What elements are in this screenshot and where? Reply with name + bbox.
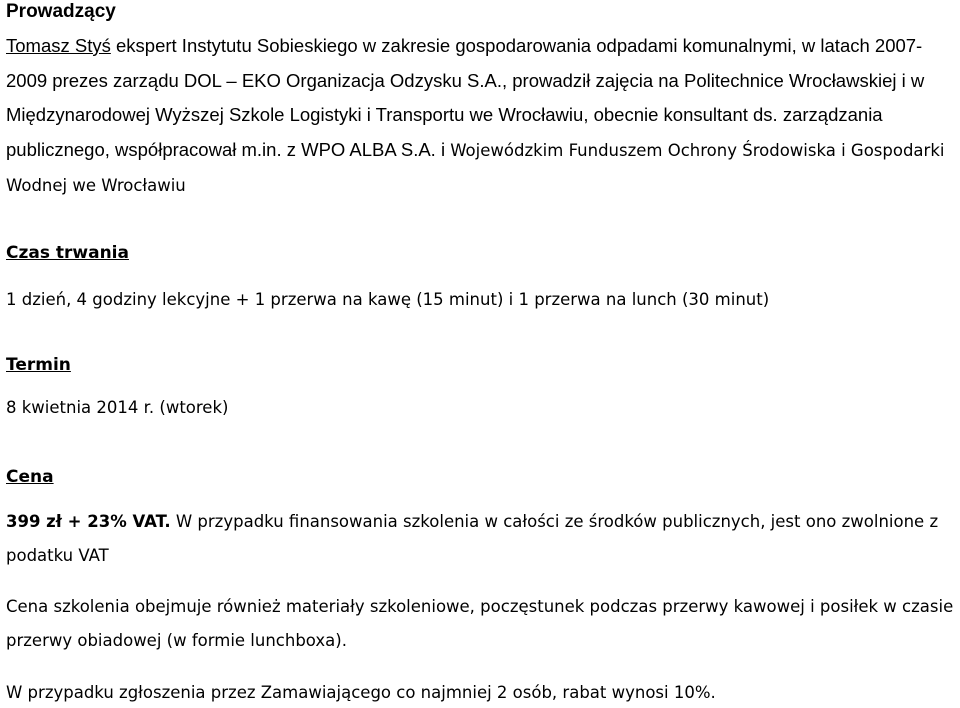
leader-bio-text: ekspert Instytutu Sobieskiego w zakresie gospodarowania odpadami komunalnymi, w latach 2007-2009 prezes zarządu DOL – EKO Organizacja Odzysku S.A., prowadził zajęcia na Politechnice Wrocławskiej i w Międzynarodowej Wyższej Szkole Logistyki i Transportu we Wrocławiu, obecnie konsultant ds. zarządzania publicznego, współpracował m.in. z WPO ALBA S.A. i <box>6 35 925 160</box>
date-text: 8 kwietnia 2014 r. (wtorek) <box>6 398 229 417</box>
duration-text: 1 dzień, 4 godziny lekcyjne + 1 przerwa na kawę (15 minut) i 1 przerwa na lunch (30 minut) <box>6 290 770 309</box>
discount-text: W przypadku zgłoszenia przez Zamawiającego co najmniej 2 osób, rabat wynosi 10%. <box>6 683 716 702</box>
leader-bio <box>6 29 956 204</box>
price-heading: Cena <box>6 467 54 487</box>
leader-bio-fund: Wojewódzkim Funduszem Ochrony Środowiska i Gospodarki Wodnej we Wrocławiu <box>6 140 945 195</box>
leader-name: Tomasz Styś <box>6 35 111 56</box>
duration-heading: Czas trwania <box>6 243 129 263</box>
price-includes: Cena szkolenia obejmuje również materiały szkoleniowe, poczęstunek podczas przerwy kawowej i posiłek w czasie przerwy obiadowej (w formie lunchboxa). <box>6 597 954 650</box>
price-amount: 399 zł + 23% VAT. <box>6 512 171 531</box>
price-vat-note: W przypadku finansowania szkolenia w całości ze środków publicznych, jest ono zwolnione z podatku VAT <box>6 512 939 565</box>
document-page <box>6 0 956 702</box>
date-heading: Termin <box>6 355 71 375</box>
leader-heading: Prowadzący <box>6 1 116 22</box>
price-paragraph <box>6 505 956 573</box>
